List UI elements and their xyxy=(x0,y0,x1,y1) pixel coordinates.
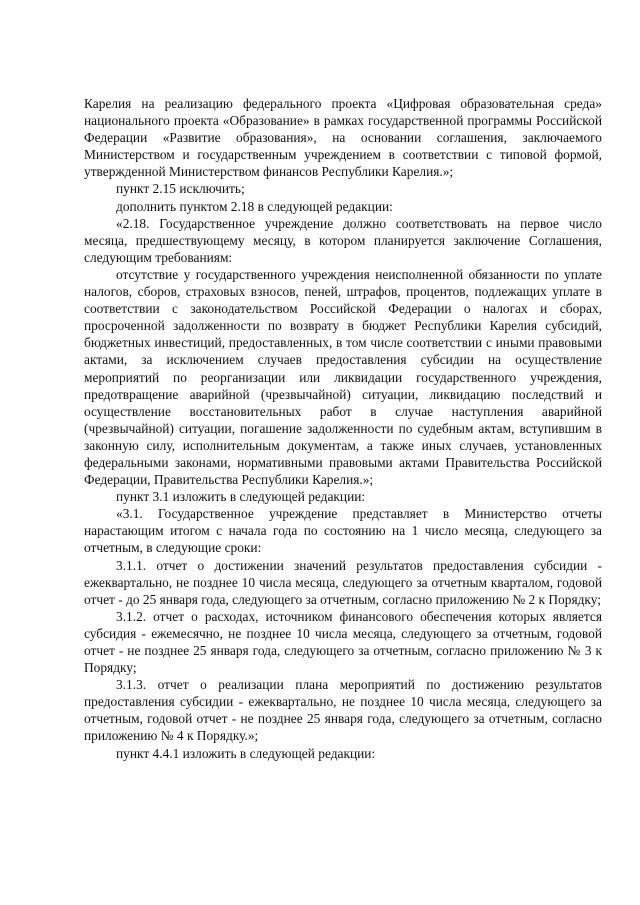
document-body xyxy=(84,95,602,762)
paragraph-3-1-2: 3.1.2. отчет о расходах, источником финансового обеспечения которых является субсидия - ежемесячно, не позднее 10 числа месяца, следующего за отчетным, годовой отчет - не позднее 25 января года, следующего за отчетным, согласно приложению № 3 к Порядку; xyxy=(84,608,602,676)
paragraph-requirements: отсутствие у государственного учреждения неисполненной обязанности по уплате налогов, сборов, страховых взносов, пеней, штрафов, процентов, подлежащих уплате в соответствии с законодательством Российской Федерации о налогах и сборах, просроченной задолженности по возврату в бюджет Республики Карелия субсидий, бюджетных инвестиций, предоставленных, в том числе соответствии с иными правовыми актами, за исключением случаев предоставления субсидии на осуществление мероприятий по реорганизации или ликвидации государственного учреждения, предотвращение аварийной (чрезвычайной) ситуации, ликвидацию последствий и осуществление восстановительных работ в случае наступления аварийной (чрезвычайной) ситуации, погашение задолженности по судебным актам, вступившим в законную силу, исполнительным документам, а также иных случаев, установленных федеральными законами, нормативными правовыми актами Правительства Российской Федерации, Правительства Республики Карелия.»; xyxy=(84,266,602,488)
paragraph-item-2-15: пункт 2.15 исключить; xyxy=(116,181,245,197)
paragraph-item-3-1-intro: пункт 3.1 изложить в следующей редакции: xyxy=(116,489,366,505)
paragraph-add-2-18: дополнить пунктом 2.18 в следующей редакции: xyxy=(116,198,393,214)
paragraph-continuation: Карелия на реализацию федерального проекта «Цифровая образовательная среда» национального проекта «Образование» в рамках государственной программы Российской Федерации «Развитие образования», на основании соглашения, заключаемого Министерством и государственным учреждением в соответствии с типовой формой, утвержденной Министерством финансов Республики Карелия.»; xyxy=(84,96,602,180)
paragraph-3-1-3: 3.1.3. отчет о реализации плана мероприятий по достижению результатов предоставления субсидии - ежеквартально, не позднее 10 числа месяца, следующего за отчетным, годовой отчет - не позднее 25 января года, следующего за отчетным, согласно приложению № 4 к Порядку.»; xyxy=(84,677,602,744)
paragraph-3-1-1: 3.1.1. отчет о достижении значений результатов предоставления субсидии - ежеквартально, не позднее 10 числа месяца, следующего за отчетным кварталом, годовой отчет - до 25 января года, следующего за отчетным, согласно приложению № 2 к Порядку; xyxy=(84,557,602,607)
paragraph-3-1: «3.1. Государственное учреждение представляет в Министерство отчеты нарастающим итогом с начала года по состоянию на 1 число месяца, следующего за отчетным, в следующие сроки: xyxy=(84,506,602,556)
paragraph-2-18: «2.18. Государственное учреждение должно соответствовать на первое число месяца, предшествующему месяцу, в котором планируется заключение Соглашения, следующим требованиям: xyxy=(84,215,602,265)
paragraph-item-4-4-1: пункт 4.4.1 изложить в следующей редакции: xyxy=(116,745,376,761)
